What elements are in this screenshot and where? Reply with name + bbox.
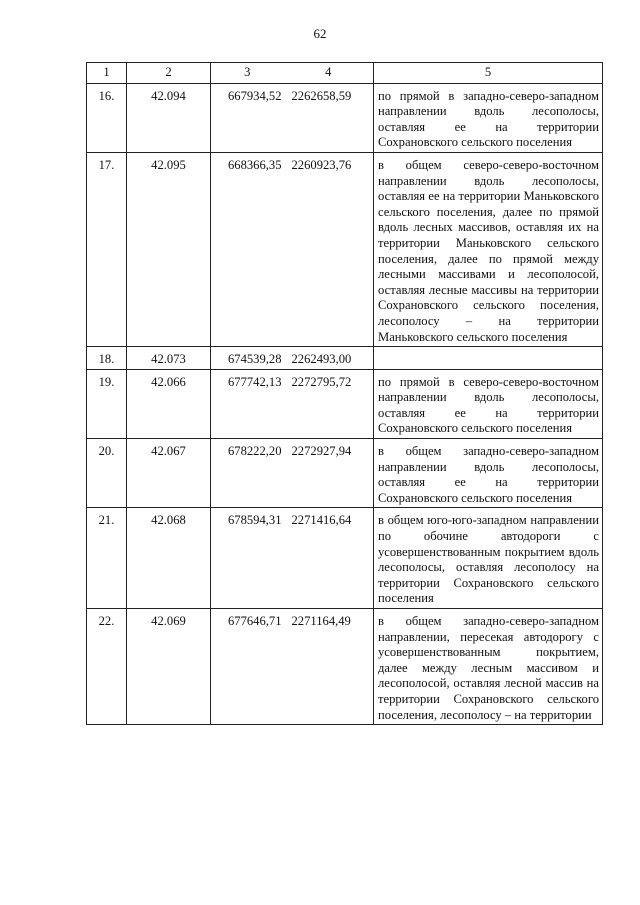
x-coordinate: 678222,20	[211, 439, 284, 508]
table-header-row	[87, 63, 603, 84]
table-row	[87, 439, 603, 508]
x-coordinate: 677646,71	[211, 609, 284, 725]
boundary-description: по прямой в северо-северо-восточном направлении вдоль лесополосы, оставляя ее на территории Сохрановского сельского поселения	[374, 369, 603, 438]
x-coordinate: 668366,35	[211, 152, 284, 346]
row-number: 22.	[87, 609, 127, 725]
point-code: 42.067	[127, 439, 211, 508]
point-code: 42.066	[127, 369, 211, 438]
table-row	[87, 152, 603, 346]
page-number: 62	[313, 26, 327, 41]
boundary-description: по прямой в западно-северо-западном направлении вдоль лесополосы, оставляя ее на территории Сохрановского сельского поселения	[374, 83, 603, 152]
point-code: 42.068	[127, 508, 211, 609]
row-number: 19.	[87, 369, 127, 438]
row-number: 21.	[87, 508, 127, 609]
column-header-5: 5	[374, 63, 603, 84]
column-header-4: 4	[284, 63, 374, 84]
row-number: 16.	[87, 83, 127, 152]
point-code: 42.095	[127, 152, 211, 346]
y-coordinate: 2262658,59	[284, 83, 374, 152]
boundary-description	[374, 347, 603, 370]
y-coordinate: 2272927,94	[284, 439, 374, 508]
boundary-description: в общем западно-северо-западном направлении, пересекая автодорогу с усовершенствованным покрытием, далее между лесным массивом и лесополосой, оставляя лесной массив на территории Сохрановского сельского поселения, лесополосу – на территории	[374, 609, 603, 725]
table-row	[87, 508, 603, 609]
row-number: 17.	[87, 152, 127, 346]
x-coordinate: 678594,31	[211, 508, 284, 609]
boundary-description: в общем юго-юго-западном направлении по обочине автодороги с усовершенствованным покрытием вдоль лесополосы, оставляя лесополосу на территории Сохрановского сельского поселения	[374, 508, 603, 609]
point-code: 42.094	[127, 83, 211, 152]
row-number: 18.	[87, 347, 127, 370]
table-row	[87, 347, 603, 370]
table-row	[87, 83, 603, 152]
row-number: 20.	[87, 439, 127, 508]
point-code: 42.073	[127, 347, 211, 370]
point-code: 42.069	[127, 609, 211, 725]
y-coordinate: 2262493,00	[284, 347, 374, 370]
y-coordinate: 2271416,64	[284, 508, 374, 609]
x-coordinate: 674539,28	[211, 347, 284, 370]
x-coordinate: 677742,13	[211, 369, 284, 438]
boundary-points-table	[86, 62, 603, 725]
column-header-1: 1	[87, 63, 127, 84]
table-row	[87, 369, 603, 438]
table-row	[87, 609, 603, 725]
boundary-description: в общем западно-северо-западном направлении вдоль лесополосы, оставляя ее на территории Сохрановского сельского поселения	[374, 439, 603, 508]
y-coordinate: 2272795,72	[284, 369, 374, 438]
boundary-description: в общем северо-северо-восточном направлении вдоль лесополосы, оставляя ее на территории Маньковского сельского поселения, далее по прямой вдоль лесных массивов, оставляя их на территории Маньковского сельского поселения, далее по прямой между лесными массивами и лесополосой, оставляя лесные массивы на территории Сохрановского сельского поселения, лесополосу – на территории Маньковского сельского поселения	[374, 152, 603, 346]
column-header-3: 3	[211, 63, 284, 84]
column-header-2: 2	[127, 63, 211, 84]
y-coordinate: 2271164,49	[284, 609, 374, 725]
y-coordinate: 2260923,76	[284, 152, 374, 346]
x-coordinate: 667934,52	[211, 83, 284, 152]
